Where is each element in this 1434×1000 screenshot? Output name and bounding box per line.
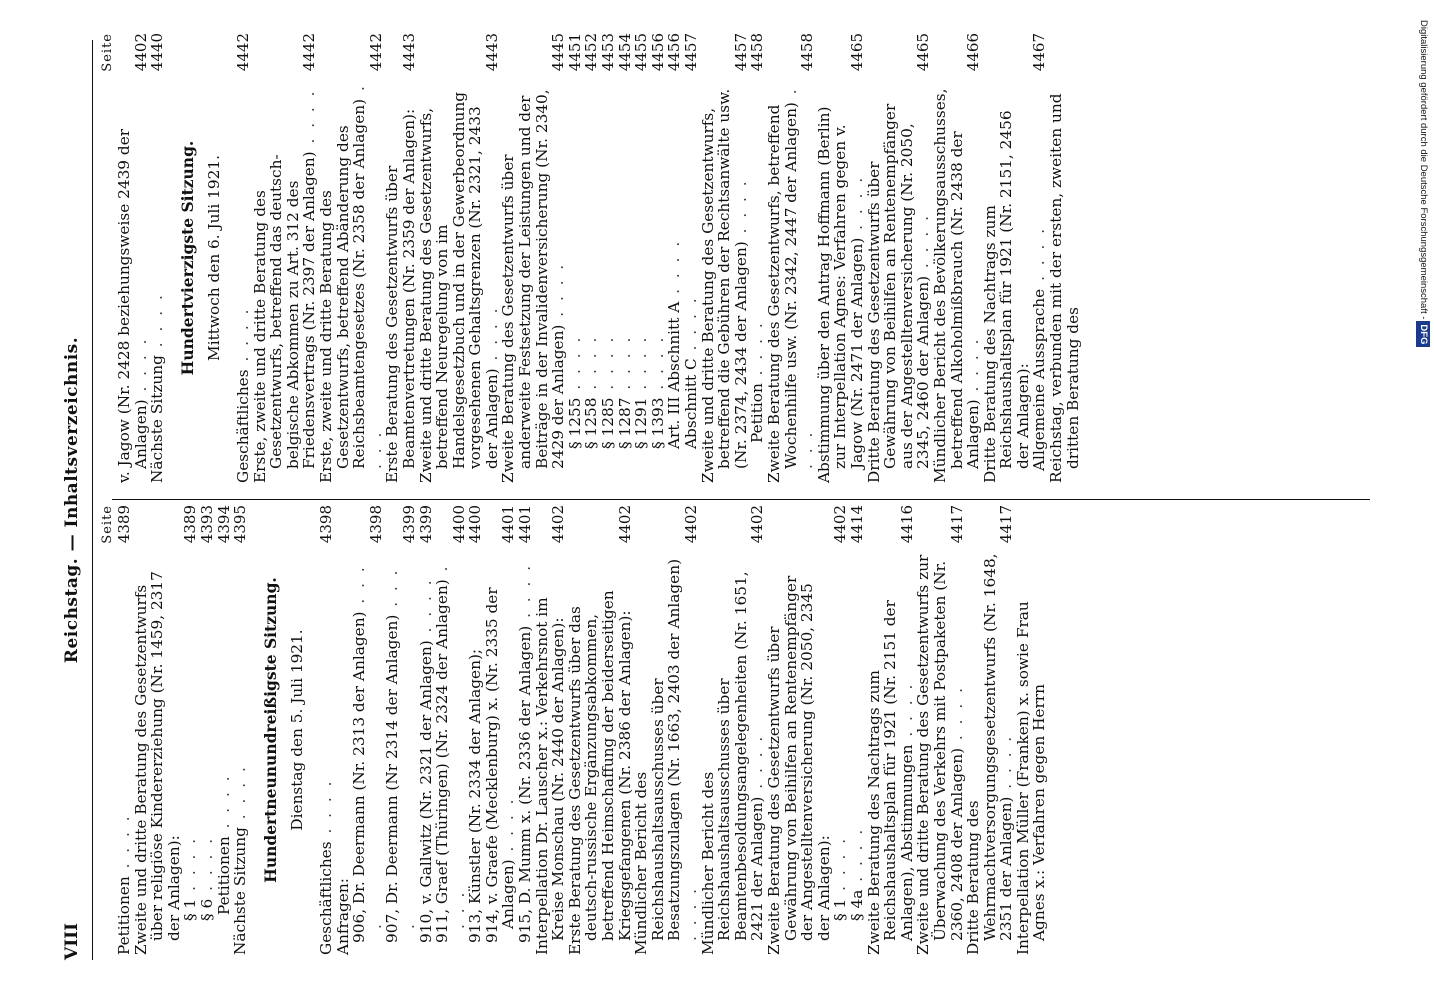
- entry-text: Mündlicher Bericht des Reichshaushaltsausschusses über Beamtenbesoldungsangelegenheiten (Nr. 1651, 2421 der Anlagen): [698, 571, 767, 955]
- header-rule: [92, 40, 93, 960]
- left-column: [100, 505, 1048, 955]
- dot-leader: . . . .: [433, 563, 468, 929]
- page-reference: 4454: [615, 33, 634, 72]
- index-entry: [633, 505, 699, 955]
- dot-leader: . . . .: [499, 796, 518, 860]
- dot-leader: . . . .: [997, 733, 1016, 797]
- entry-text: Mündlicher Bericht des Reichshaushaltsausschusses über Besatzungszulagen (Nr. 1663, 2403 der Anlagen): [632, 558, 684, 955]
- entry-text: Erste Beratung des Gesetzentwurfs über Beamtenvertretungen (Nr. 2359 der Anlagen):: [383, 108, 418, 483]
- page-reference: 4401: [516, 505, 535, 544]
- entry-text: Zweite und dritte Beratung des Gesetzentwurfs über religiöse Kindererziehung (Nr. 1459, 2317 der Anlagen):: [131, 571, 183, 955]
- index-entry: [517, 505, 534, 955]
- entry-text: Zweite und dritte Beratung des Gesetzentwurfs, betreffend Neuregelung von im Handelsgesetzbuch und in der Gewerbeordnung vorgesehenen Gehaltsgrenzen (Nr. 2321, 2433 der Anlagen): [416, 92, 501, 483]
- dot-leader: . . . .: [350, 564, 385, 929]
- entry-text: 911, Graef (Thüringen) (Nr. 2324 der Anlagen): [433, 579, 452, 943]
- entry-text: Interpellation Müller (Franken) x. sowie Frau Agnes x.: Verfahren gegen Herrn: [1013, 601, 1049, 955]
- page-reference: 4402: [549, 505, 568, 544]
- dot-leader: . . . .: [300, 88, 319, 152]
- page-reference: 4402: [831, 505, 850, 544]
- index-entry: [500, 33, 566, 483]
- page-reference: 4455: [632, 33, 651, 72]
- index-entry: [1015, 505, 1048, 955]
- index-entry: [633, 33, 650, 483]
- entry-text: Zweite Beratung des Gesetzentwurfs über Gewährung von Beihilfen an Rentenempfänger der Angestelltenversicherung (Nr. 2050, 2345 der Anlagen):: [764, 575, 833, 955]
- right-block2: [235, 33, 1081, 483]
- index-entry: [133, 505, 183, 955]
- page-reference: 4440: [148, 33, 167, 72]
- dot-leader: . . . .: [748, 733, 767, 797]
- index-entry: [1048, 33, 1081, 483]
- entry-text: Zweite Beratung des Gesetzentwurfs über anderweite Festsetzung der Leistungen und der Beiträge in der Invalidenversicherung (Nr. 2340, 2429 der Anlagen): [499, 89, 568, 483]
- entry-text: Abstimmung über den Antrag Hoffmann (Berlin) zur Interpellation Agnes: Verfahren gegen v. Jagow (Nr. 2471 der Anlagen): [814, 106, 866, 483]
- index-entry: [832, 505, 849, 955]
- entry-text: Abschnitt C: [682, 358, 700, 449]
- dot-leader: . . . .: [599, 334, 618, 398]
- entry-text: Geschäftliches: [233, 369, 252, 483]
- index-entry: [384, 505, 417, 955]
- entry-text: Anfragen:: [333, 878, 352, 955]
- page-reference: 4417: [997, 505, 1016, 544]
- entry-text: Reichstag, verbunden mit der ersten, zweiten und dritten Beratung des: [1047, 93, 1082, 483]
- page-reference: 4393: [197, 505, 216, 544]
- page-reference: 4417: [947, 505, 966, 544]
- entry-text: Art. III Abschnitt A: [665, 301, 684, 449]
- index-entry: [434, 505, 467, 955]
- entry-text: § 1393: [648, 397, 667, 449]
- dot-leader: . . . .: [131, 336, 150, 400]
- entry-text: Interpellation Dr. Lauscher x.: Verkehrsnot im Kreise Monschau (Nr. 2440 der Anlagen):: [532, 597, 568, 955]
- dot-leader: . . . .: [233, 306, 252, 370]
- left-block1: [116, 505, 249, 955]
- page-reference: 4402: [131, 33, 150, 72]
- entry-text: § 1287: [615, 397, 634, 449]
- entry-text: Nächste Sitzung: [148, 355, 167, 483]
- session-heading: Hundertvierzigste Sitzung.: [177, 140, 197, 376]
- page-reference: 4465: [914, 33, 933, 72]
- page-reference: 4465: [847, 33, 866, 72]
- dot-leader: . . . .: [665, 238, 684, 302]
- page-reference: 4414: [847, 505, 866, 544]
- dot-leader: . . . .: [831, 835, 850, 899]
- dot-leader: . . . .: [231, 764, 250, 828]
- dot-leader: . . . .: [115, 813, 133, 877]
- index-entry: [116, 505, 133, 955]
- dot-leader: . . . .: [847, 174, 866, 238]
- page-reference: 4443: [399, 33, 418, 72]
- dfg-logo: DFG: [1416, 321, 1430, 347]
- dot-leader: . . . .: [947, 685, 966, 748]
- page-reference: 4442: [233, 33, 252, 72]
- entry-text: § 1258: [582, 397, 601, 449]
- page-reference: 4400: [449, 505, 468, 544]
- entry-text: § 1: [831, 898, 850, 921]
- entry-text: 910, v. Gallwitz (Nr. 2321 der Anlagen): [416, 640, 435, 943]
- index-entry: [866, 33, 932, 483]
- index-entry: [235, 33, 252, 483]
- seite-label: Seite: [100, 505, 115, 544]
- dot-leader: . . . .: [897, 681, 916, 745]
- page-reference: 4452: [582, 33, 601, 72]
- index-entry: [318, 505, 335, 955]
- index-entry: [617, 33, 634, 483]
- entry-text: § 4a: [847, 889, 866, 921]
- entry-text: 907, Dr. Deermann (Nr 2314 der Anlagen): [383, 614, 402, 943]
- column-divider: [112, 499, 1370, 500]
- entry-text: § 1291: [632, 397, 651, 449]
- dot-leader: . . . .: [482, 305, 501, 369]
- page-reference: 4456: [648, 33, 667, 72]
- page-reference: 4457: [682, 33, 700, 72]
- dot-leader: . . . .: [632, 334, 651, 398]
- index-entry: [216, 505, 233, 955]
- entry-text: Petitionen: [214, 836, 233, 915]
- index-entry: [484, 505, 517, 955]
- index-entry: [749, 33, 766, 483]
- entry-text: Erste, zweite und dritte Beratung des Gesetzentwurfs, betreffend das deutsch-belgische Abkommen zu Art. 312 des Friedensvertrags (Nr. 2397 der Anlagen): [250, 151, 319, 483]
- page-reference: 4395: [231, 505, 250, 544]
- left-block2: [318, 505, 1048, 955]
- page-reference: 4453: [599, 33, 618, 72]
- dot-leader: . . . .: [1030, 225, 1049, 289]
- dot-leader: . . . .: [416, 577, 435, 641]
- entry-text: Allgemeine Aussprache: [1030, 288, 1049, 471]
- page-reference: 4398: [316, 505, 335, 544]
- page-reference: 4442: [366, 33, 385, 72]
- page-header: [62, 40, 88, 960]
- page-reference: 4467: [1030, 33, 1049, 72]
- index-entry: [199, 505, 216, 955]
- entry-text: Zweite und dritte Beratung des Gesetzentwurfs zur Überwachung des Verkehrs mit Postpaketen (Nr. 2360, 2408 der Anlagen): [914, 554, 966, 955]
- session-date: Mittwoch den 6. Juli 1921.: [205, 155, 224, 361]
- entry-text: Dritte Beratung des Gesetzentwurfs über Gewährung von Beihilfen an Rentenempfänger aus der Angestelltenversicherung (Nr. 2050, 2345, 2460 der Anlagen): [864, 103, 933, 483]
- page-reference: 4402: [615, 505, 634, 544]
- page-reference: 4451: [565, 33, 584, 72]
- entry-text: 914, v. Graefe (Mecklenburg) x. (Nr. 2335 der Anlagen): [482, 587, 518, 943]
- dot-leader: . . . .: [214, 773, 233, 837]
- index-entry: [915, 505, 965, 955]
- dot-leader: . . . .: [682, 885, 700, 941]
- entry-text: Geschäftliches: [316, 841, 335, 955]
- index-entry: [849, 505, 866, 955]
- dot-leader: . . . .: [781, 86, 817, 469]
- index-entry: [982, 33, 1032, 483]
- index-entry: [650, 33, 667, 483]
- page-reference: 4416: [897, 505, 916, 544]
- index-entry: [534, 505, 567, 955]
- index-entry: [766, 505, 832, 955]
- index-entry: [384, 33, 417, 483]
- index-entry: [700, 33, 750, 483]
- page-reference: 4445: [549, 33, 568, 72]
- index-entry: [683, 33, 700, 483]
- dot-leader: . . . .: [748, 320, 767, 384]
- page-reference: 4399: [399, 505, 418, 544]
- entry-text: Dritte Beratung des Wehrmachtversorgungsgesetzentwurfs (Nr. 1648, 2351 der Anlagen): [964, 553, 1016, 955]
- page-reference: 4456: [665, 33, 684, 72]
- index-entry: [351, 505, 384, 955]
- index-entry: [335, 505, 352, 955]
- index-entry: [932, 33, 982, 483]
- index-entry: [866, 505, 916, 955]
- page-reference: 4389: [115, 505, 133, 544]
- index-entry: [1031, 33, 1048, 483]
- digitization-credit: [1416, 20, 1430, 980]
- index-entry: [567, 505, 633, 955]
- entry-text: Mündlicher Bericht des Bevölkerungsausschusses, betreffend Alkoholmißbrauch (Nr. 2438 der Anlagen): [930, 88, 983, 483]
- page-reference: 4399: [416, 505, 435, 544]
- page-reference: 4458: [748, 33, 767, 72]
- entry-text: Erste Beratung des Gesetzentwurfs über das deutsch-russische Ergänzungsabkommen, betreffend Heimschaffung der beiderseitigen Kriegsgefangenen (Nr. 2386 der Anlagen):: [565, 590, 634, 955]
- page-reference: 4442: [300, 33, 319, 72]
- dot-leader: . . . .: [682, 295, 700, 359]
- entry-text: § 1: [181, 898, 200, 921]
- dot-leader: . . . .: [582, 334, 601, 398]
- dot-leader: . . . .: [316, 778, 335, 842]
- page-reference: 4402: [748, 505, 767, 544]
- page-title: Reichstag. — Inhaltsverzeichnis.: [62, 336, 82, 664]
- entry-text: 915, D. Mumm x. (Nr. 2336 der Anlagen): [516, 625, 535, 943]
- page-reference: 4394: [214, 505, 233, 544]
- dot-leader: . . . .: [197, 835, 216, 899]
- page-reference: 4457: [731, 33, 750, 72]
- dot-leader: . . . .: [964, 336, 983, 400]
- dot-leader: . . . .: [516, 562, 535, 626]
- entry-text: § 1255: [565, 397, 584, 449]
- seite-label: Seite: [100, 33, 115, 72]
- dot-leader: . . . .: [148, 292, 167, 356]
- page-reference: 4466: [964, 33, 983, 72]
- session-heading: Hundertneunundreißigste Sitzung.: [260, 577, 280, 883]
- dot-leader: . . . .: [731, 178, 750, 242]
- index-entry: [666, 33, 683, 483]
- session-date: Dienstag den 5. Juli 1921.: [288, 629, 307, 831]
- index-entry: [766, 33, 816, 483]
- index-entry: [182, 505, 199, 955]
- index-entry: [116, 33, 149, 483]
- index-entry: [318, 33, 384, 483]
- index-entry: [418, 33, 501, 483]
- dot-leader: . . . .: [615, 334, 634, 398]
- index-entry: [567, 33, 584, 483]
- right-column: [100, 33, 1081, 483]
- index-entry: [583, 33, 600, 483]
- entry-text: 913, Künstler (Nr. 2334 der Anlagen);: [466, 648, 485, 943]
- index-entry: [149, 33, 166, 483]
- page-reference: 4389: [181, 505, 200, 544]
- right-block1: [116, 33, 166, 483]
- entry-text: Zweite und dritte Beratung des Gesetzentwurfs, betreffend die Gebühren der Rechtsanwälte usw. (Nr. 2374, 2434 der Anlagen): [698, 88, 750, 483]
- entry-text: Dritte Beratung des Nachtrags zum Reichshaushaltsplan für 1921 (Nr. 2151, 2456 der Anlagen):: [980, 110, 1032, 483]
- credit-text: Digitalisierung gefördert durch die Deutsche Forschungsgemeinschaft -: [1418, 20, 1429, 320]
- entry-text: v. Jagow (Nr. 2428 beziehungsweise 2439 der Anlagen): [115, 128, 150, 483]
- dot-leader: . . . .: [648, 334, 667, 398]
- dot-leader: . . . .: [350, 83, 385, 469]
- page-number-roman: VIII: [62, 922, 82, 960]
- entry-text: 906, Dr. Deermann (Nr. 2313 der Anlagen): [350, 611, 369, 943]
- index-entry: [252, 33, 318, 483]
- dot-leader: . . . .: [181, 835, 200, 899]
- index-entry: [600, 33, 617, 483]
- entry-text: Petition: [748, 383, 767, 443]
- dot-leader: . . . .: [565, 334, 584, 398]
- entry-text: Zweite Beratung des Nachtrags zum Reichshaushaltsplan für 1921 (Nr. 2151 der Anlagen), Abstimmungen: [864, 600, 916, 955]
- entry-text: Erste, zweite und dritte Beratung des Gesetzentwurfs, betreffend Abänderung des Reichsbeamtengesetzes (Nr. 2358 der Anlagen): [316, 98, 369, 483]
- index-entry: [418, 505, 435, 955]
- page-reference: 4458: [798, 33, 817, 72]
- dot-leader: . . . .: [383, 567, 418, 929]
- index-entry: [816, 33, 866, 483]
- index-entry: [700, 505, 766, 955]
- dot-leader: . . . .: [847, 826, 866, 890]
- index-entry: [965, 505, 1015, 955]
- entry-text: Petitionen: [115, 876, 133, 955]
- entry-text: § 1285: [599, 397, 618, 449]
- dot-leader: . . . .: [914, 213, 933, 276]
- index-entry: [232, 505, 249, 955]
- entry-text: § 6: [197, 898, 216, 921]
- page-reference: 4443: [482, 33, 501, 72]
- page-reference: 4401: [499, 505, 518, 544]
- entry-text: Zweite Beratung des Gesetzentwurfs, betreffend Wochenhilfe usw. (Nr. 2342, 2447 der Anlagen): [764, 102, 800, 483]
- page-reference: 4402: [682, 505, 700, 544]
- page-reference: 4400: [466, 505, 485, 544]
- entry-text: Nächste Sitzung: [231, 827, 250, 955]
- index-entry: [467, 505, 484, 955]
- page-reference: 4398: [366, 505, 385, 544]
- dot-leader: . . . .: [549, 261, 568, 325]
